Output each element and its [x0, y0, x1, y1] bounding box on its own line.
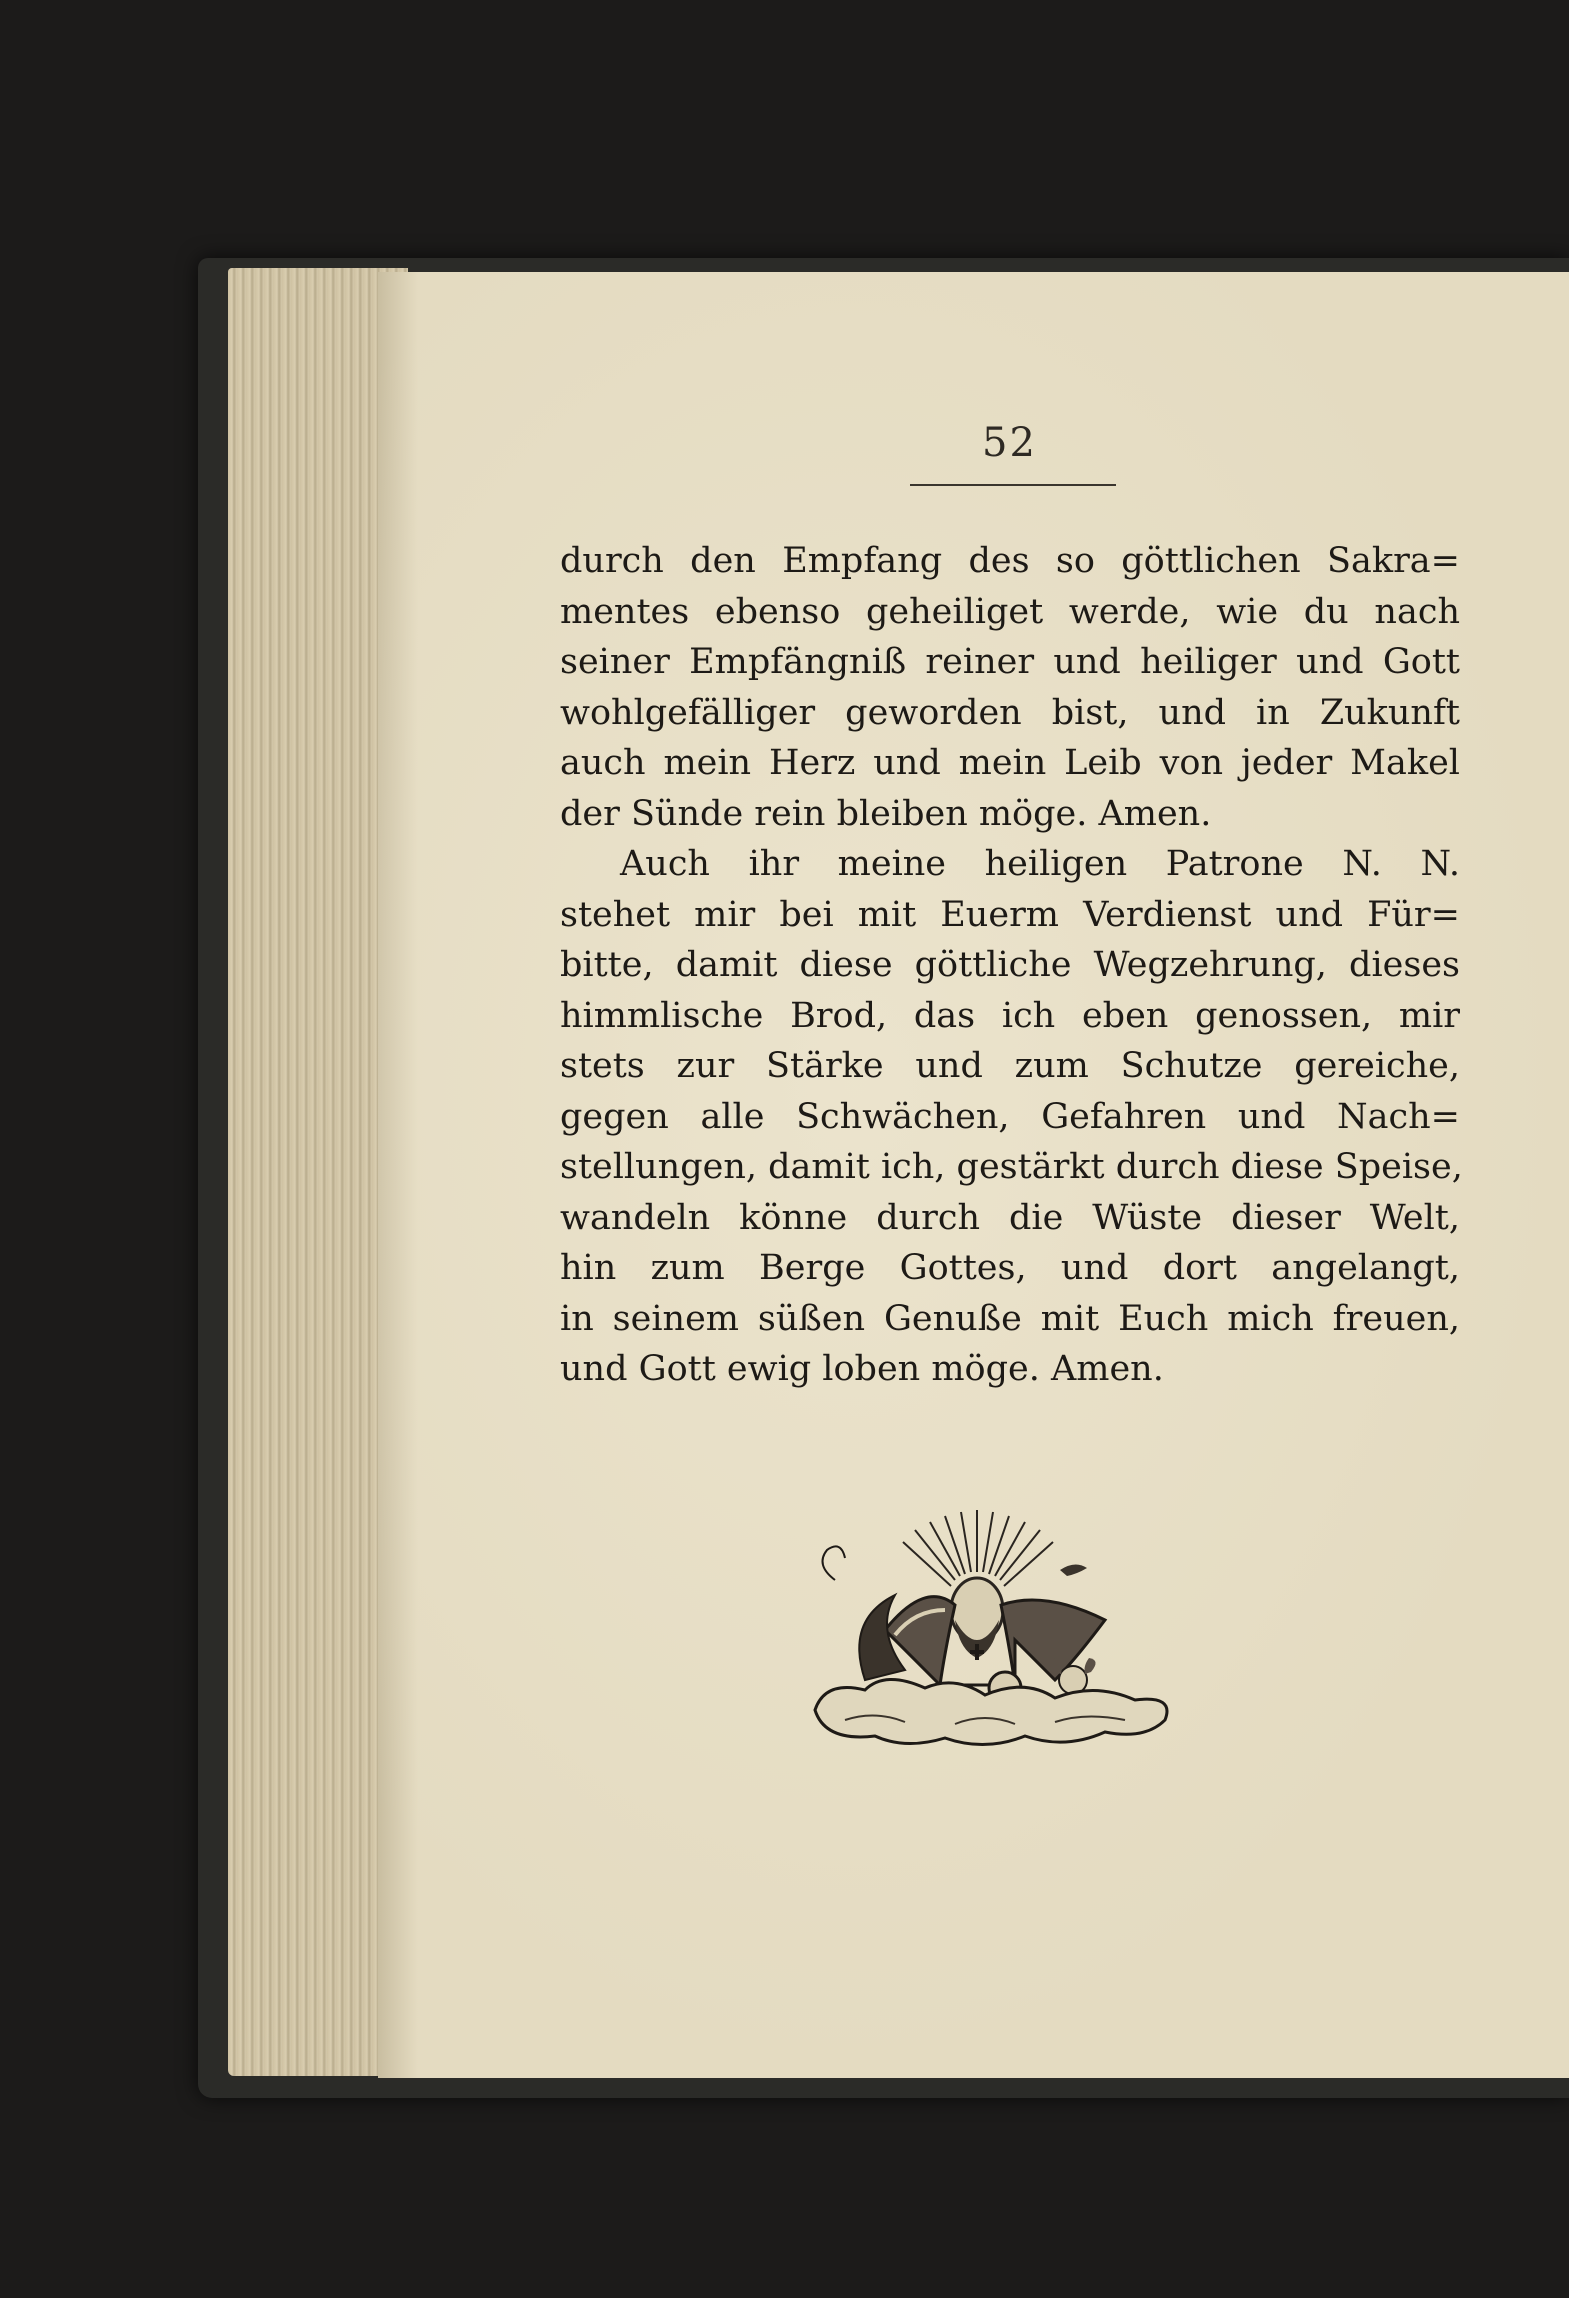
- text-line: bitte, damit diese göttliche Wegzehrung, dieses: [560, 945, 1460, 985]
- text-line: mentes ebenso geheiliget werde, wie du nach: [560, 591, 1460, 632]
- page-number: 52: [982, 420, 1037, 466]
- text-line: stellungen, damit ich, gestärkt durch diese Speise,: [560, 1147, 1463, 1187]
- text-line: durch den Empfang des so göttlichen Sakra=: [560, 541, 1460, 581]
- text-line: auch mein Herz und mein Leib von jeder Makel: [560, 743, 1460, 783]
- text-line: hin zum Berge Gottes, und dort angelangt,: [560, 1248, 1460, 1288]
- text-line: wandeln könne durch die Wüste dieser Welt,: [560, 1197, 1460, 1238]
- woodcut-illustration: [805, 1510, 1185, 1760]
- text-line: wohlgefälliger geworden bist, und in Zukunft: [560, 692, 1460, 733]
- text-line: stehet mir bei mit Euerm Verdienst und Für=: [560, 894, 1460, 935]
- halo-rays: [903, 1510, 1053, 1586]
- text-line: himmlische Brod, das ich eben genossen, mir: [560, 995, 1460, 1036]
- text-line: der Sünde rein bleiben möge. Amen.: [560, 793, 1212, 834]
- text-line: Auch ihr meine heiligen Patrone N. N.: [620, 844, 1460, 884]
- text-line: stets zur Stärke und zum Schutze gereiche,: [560, 1046, 1460, 1086]
- text-line: seiner Empfängniß reiner und heiliger und Gott: [560, 642, 1460, 682]
- text-line: gegen alle Schwächen, Gefahren und Nach=: [560, 1096, 1460, 1137]
- body-text: [560, 536, 1463, 1395]
- page-number-rule: [910, 484, 1116, 486]
- text-line: und Gott ewig loben möge. Amen.: [560, 1349, 1164, 1389]
- text-line: in seinem süßen Genuße mit Euch mich freuen,: [560, 1298, 1460, 1339]
